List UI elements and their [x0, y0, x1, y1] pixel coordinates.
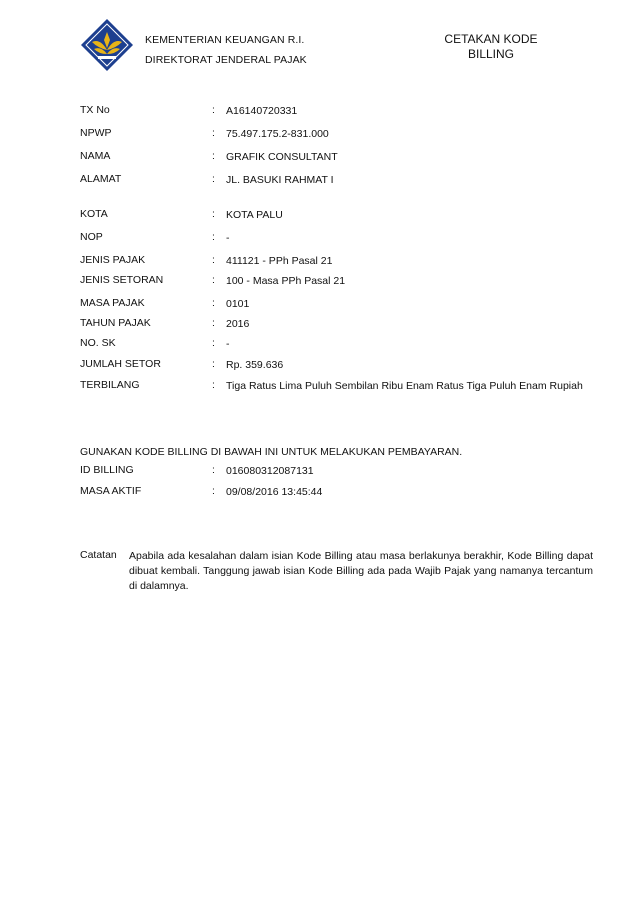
field-colon: : [212, 485, 215, 497]
field-colon: : [212, 231, 215, 243]
field-row-tahun-pajak [80, 317, 600, 333]
note-label: Catatan [80, 549, 117, 561]
field-value: 75.497.175.2-831.000 [226, 128, 329, 140]
field-label: TERBILANG [80, 379, 140, 391]
field-value: KOTA PALU [226, 209, 283, 221]
field-row-masa-aktif [80, 485, 600, 501]
field-colon: : [212, 173, 215, 185]
field-colon: : [212, 150, 215, 162]
field-colon: : [212, 464, 215, 476]
field-label: JENIS SETORAN [80, 274, 164, 286]
field-colon: : [212, 358, 215, 370]
document-title: CETAKAN KODE BILLING [444, 32, 538, 61]
field-row-no-sk [80, 337, 600, 353]
field-colon: : [212, 254, 215, 266]
field-value: 09/08/2016 13:45:44 [226, 486, 323, 498]
field-colon: : [212, 379, 215, 391]
field-value: 016080312087131 [226, 465, 314, 477]
field-value: Rp. 359.636 [226, 359, 284, 371]
field-value: - [226, 338, 230, 350]
field-value: GRAFIK CONSULTANT [226, 151, 338, 163]
field-colon: : [212, 127, 215, 139]
note-text: Apabila ada kesalahan dalam isian Kode Billing atau masa berlakunya berakhir, Kode Billing dapat dibuat kembali. Tanggung jawab isian Kode Billing ada pada Wajib Pajak yang namanya tercantum di dalamnya. [129, 550, 593, 592]
field-label: TX No [80, 104, 110, 116]
field-row-terbilang [80, 379, 600, 411]
field-row-npwp [80, 127, 600, 143]
field-row-alamat [80, 173, 600, 189]
field-label: NO. SK [80, 337, 116, 349]
field-label: MASA AKTIF [80, 485, 142, 497]
ministry-name: KEMENTERIAN KEUANGAN R.I. [145, 34, 305, 46]
field-value: A16140720331 [226, 105, 298, 117]
field-colon: : [212, 337, 215, 349]
field-value: 0101 [226, 298, 250, 310]
field-colon: : [212, 297, 215, 309]
field-colon: : [212, 104, 215, 116]
field-label: KOTA [80, 208, 108, 220]
field-value: - [226, 232, 230, 244]
field-label: JENIS PAJAK [80, 254, 146, 266]
field-row-nama [80, 150, 600, 166]
field-value: 2016 [226, 318, 250, 330]
field-label: TAHUN PAJAK [80, 317, 151, 329]
field-label: NOP [80, 231, 103, 243]
field-value: 411121 - PPh Pasal 21 [226, 255, 333, 267]
field-label: MASA PAJAK [80, 297, 145, 309]
field-label: ALAMAT [80, 173, 122, 185]
field-row-jumlah-setor [80, 358, 600, 374]
field-value: 100 - Masa PPh Pasal 21 [226, 275, 346, 287]
field-label: NPWP [80, 127, 112, 139]
field-value: JL. BASUKI RAHMAT I [226, 174, 334, 186]
field-colon: : [212, 317, 215, 329]
field-label: NAMA [80, 150, 111, 162]
field-row-id-billing [80, 464, 600, 480]
field-row-masa-pajak [80, 297, 600, 313]
field-colon: : [212, 274, 215, 286]
field-label: ID BILLING [80, 464, 134, 476]
field-row-jenis-setoran [80, 274, 600, 290]
field-row-jenis-pajak [80, 254, 600, 270]
field-row-tx-no [80, 104, 600, 120]
field-row-kota [80, 208, 600, 224]
field-colon: : [212, 208, 215, 220]
field-row-nop [80, 231, 600, 247]
directorate-name: DIREKTORAT JENDERAL PAJAK [145, 54, 307, 66]
billing-notice: GUNAKAN KODE BILLING DI BAWAH INI UNTUK MELAKUKAN PEMBAYARAN. [80, 446, 463, 458]
field-value: Tiga Ratus Lima Puluh Sembilan Ribu Enam Ratus Tiga Puluh Enam Rupiah [226, 380, 583, 392]
field-label: JUMLAH SETOR [80, 358, 161, 370]
kemenkeu-logo [80, 18, 134, 72]
